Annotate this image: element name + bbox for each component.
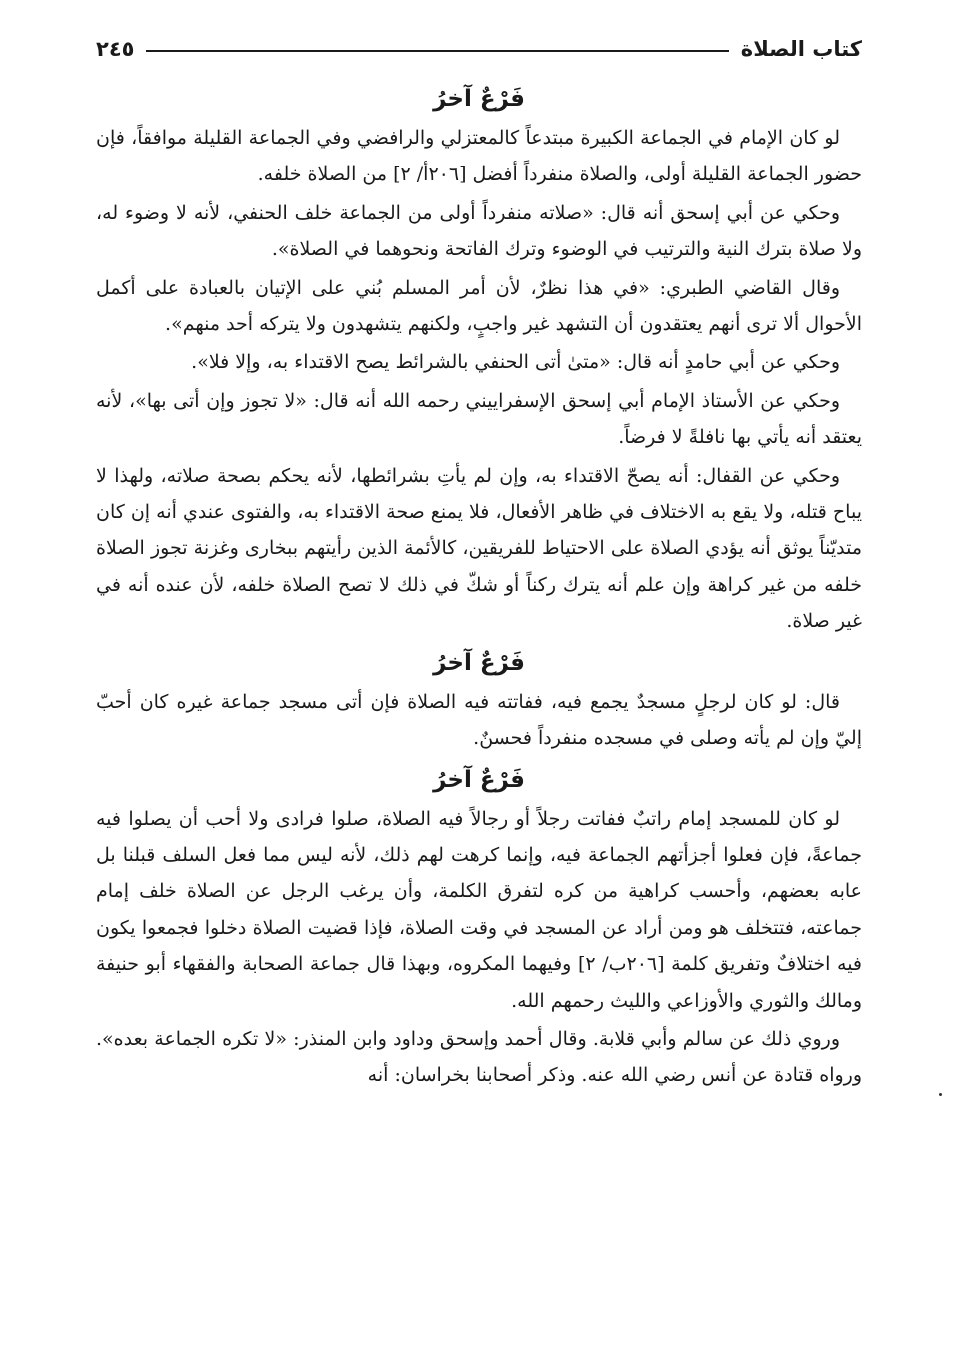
paragraph: وقال القاضي الطبري: «في هذا نظرٌ، لأن أمر المسلم بُني على الإتيان بالعبادة على أكمل الأحوال ألا ترى أنهم يعتقدون أن التشهد غير واجبٍ، ولكنهم يتشهدون ولا يتركه أحد منهم». bbox=[96, 276, 862, 336]
paragraph: لو كان الإمام في الجماعة الكبيرة مبتدعاً كالمعتزلي والرافضي وفي الجماعة القليلة موافقاً، فإن حضور الجماعة القليلة أولى، والصلاة منفرداً أفضل [٢٠٦أ/ ٢] من الصلاة خلفه. bbox=[96, 127, 862, 186]
header-rule bbox=[146, 50, 728, 52]
paragraph: لو كان للمسجد إمام راتبٌ ففاتت رجلاً أو رجالاً فيه الصلاة، صلوا فرادى ولا أحب أن يصلوا فيه جماعةً، فإن فعلوا أجزأتهم الجماعة فيه، وإنما كرهت لهم ذلك، لأنه ليس مما فعل السلف قبلنا بل عابه بعضهم، وأحسب كراهية من كره لتفرق الكلمة، وأن يرغب الرجل عن الصلاة خلف إمام جماعته، فتتخلف هو ومن أراد عن المسجد في وقت الصلاة، فإذا قضيت الصلاة دخلوا فجمعوا يكون فيه اختلافٌ وتفريق كلمة [٢٠٦ب/ ٢] وفيهما المكروه، وبهذا قال جماعة الصحابة والفقهاء أبو حنيفة ومالك والثوري والأوزاعي والليث رحمهم الله. bbox=[96, 807, 863, 1012]
paragraph: وحكي عن أبي إسحق أنه قال: «صلاته منفرداً أولى من الجماعة خلف الحنفي، لأنه لا وضوء له، ولا صلاة بترك النية والترتيب في الوضوء وترك الفاتحة ونحوهما في الصلاة». bbox=[96, 201, 862, 261]
paragraph: قال: لو كان لرجلٍ مسجدٌ يجمع فيه، ففاتته فيه الصلاة فإن أتى مسجد جماعة غيره كان أحبّ إليّ وإن لم يأته وصلى في مسجده منفرداً فحسنٌ. bbox=[96, 690, 862, 750]
section-heading: فَرْعٌ آخرُ bbox=[433, 766, 525, 793]
page-number: ٢٤٥ bbox=[96, 37, 135, 61]
margin-dot bbox=[939, 1093, 942, 1096]
paragraph: وحكي عن القفال: أنه يصحّ الاقتداء به، وإن لم يأتِ بشرائطها، لأنه يحكم بصحة صلاته، ولهذا لا يباح قتله، ولا يقع به الاختلاف في ظاهر الأفعال، فلا يمنع صحة الاقتداء به، والفتوى عندي أنه إن كان متديّناً يوثق أنه يؤدي الصلاة على الاحتياط للفريقين، كالأئمة الذين رأيتهم ببخارى وغزنة تجوز الصلاة خلفه من غير كراهة وإن علم أنه يترك ركناً أو شكّ في ذلك لا تصح الصلاة خلفه، لأن عنده أنه في غير صلاة. bbox=[96, 464, 862, 633]
running-header bbox=[96, 34, 862, 64]
paragraph: وحكي عن أبي حامدٍ أنه قال: «متىٰ أتى الحنفي بالشرائط يصح الاقتداء به، وإلا فلا». bbox=[191, 351, 840, 374]
section-heading: فَرْعٌ آخرُ bbox=[433, 649, 525, 676]
section-heading: فَرْعٌ آخرُ bbox=[433, 86, 525, 112]
book-title: كتاب الصلاة bbox=[740, 37, 862, 61]
paragraph: وحكي عن الأستاذ الإمام أبي إسحق الإسفراييني رحمه الله أنه قال: «لا تجوز وإن أتى بها»، لأنه يعتقد أنه يأتي بها نافلةً لا فرضاً. bbox=[96, 389, 862, 449]
paragraph: وروي ذلك عن سالم وأبي قلابة. وقال أحمد وإسحق وداود وابن المنذر: «لا تكره الجماعة بعده». ورواه قتادة عن أنس رضي الله عنه. وذكر أصحابنا بخراسان: أنه bbox=[96, 1027, 862, 1087]
page-body bbox=[96, 78, 862, 1096]
